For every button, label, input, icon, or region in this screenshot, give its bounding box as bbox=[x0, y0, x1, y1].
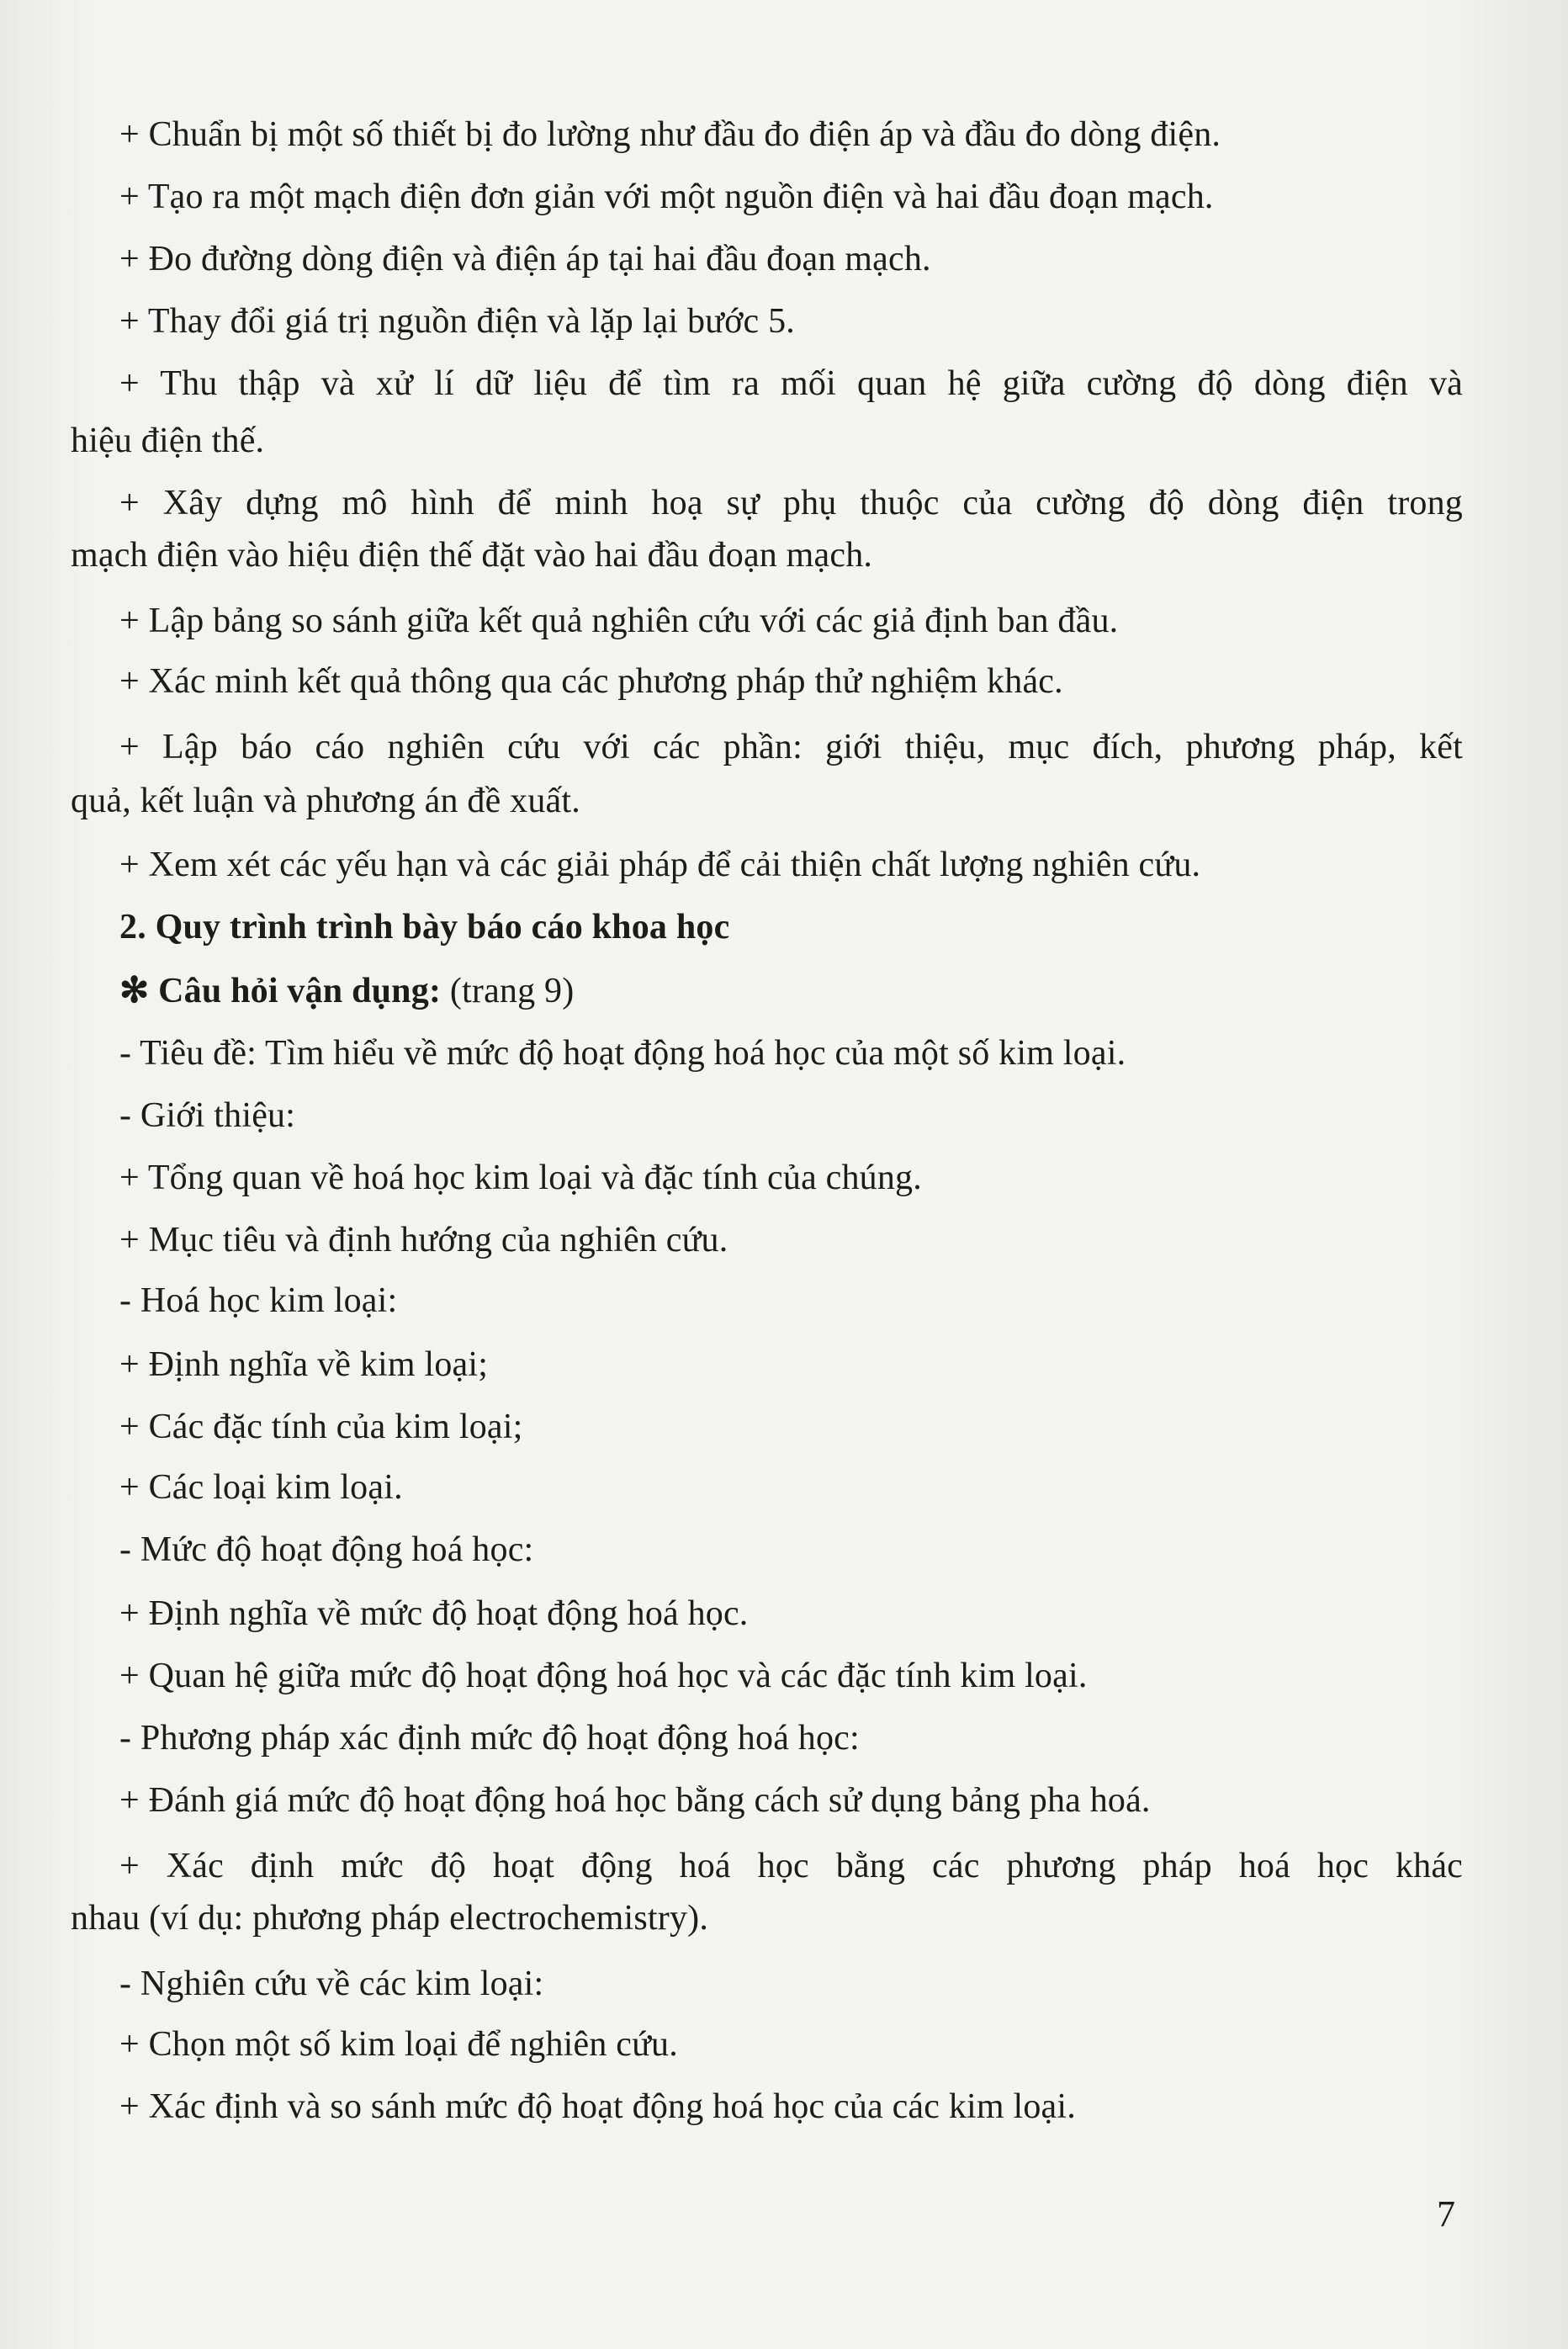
text-line: + Các đặc tính của kim loại; bbox=[119, 1408, 523, 1446]
text-line: + Quan hệ giữa mức độ hoạt động hoá học và các đặc tính kim loại. bbox=[119, 1657, 1088, 1695]
text-line: mạch điện vào hiệu điện thế đặt vào hai đầu đoạn mạch. bbox=[71, 536, 873, 575]
text-line: + Tổng quan về hoá học kim loại và đặc tính của chúng. bbox=[119, 1159, 922, 1197]
text-line: + Lập báo cáo nghiên cứu với các phần: giới thiệu, mục đích, phương pháp, kết bbox=[119, 728, 1463, 766]
text-line: + Xem xét các yếu hạn và các giải pháp để cải thiện chất lượng nghiên cứu. bbox=[119, 846, 1201, 884]
text-line: + Xây dựng mô hình để minh hoạ sự phụ thuộc của cường độ dòng điện trong bbox=[119, 484, 1463, 522]
text-line: - Tiêu đề: Tìm hiểu về mức độ hoạt động hoá học của một số kim loại. bbox=[119, 1034, 1126, 1073]
text-line: - Giới thiệu: bbox=[119, 1096, 296, 1135]
text-line: hiệu điện thế. bbox=[71, 422, 265, 460]
section-heading: 2. Quy trình trình bày báo cáo khoa học bbox=[119, 908, 730, 946]
text-line: + Định nghĩa về mức độ hoạt động hoá học. bbox=[119, 1594, 749, 1633]
text-line: + Định nghĩa về kim loại; bbox=[119, 1345, 489, 1384]
text-line: + Chuẩn bị một số thiết bị đo lường như đầu đo điện áp và đầu đo dòng điện. bbox=[119, 115, 1221, 154]
page-number: 7 bbox=[1437, 2193, 1455, 2235]
text-line: + Mục tiêu và định hướng của nghiên cứu. bbox=[119, 1221, 728, 1259]
text-line: - Phương pháp xác định mức độ hoạt động hoá học: bbox=[119, 1719, 860, 1758]
text-line: + Đo đường dòng điện và điện áp tại hai đầu đoạn mạch. bbox=[119, 240, 931, 278]
question-heading bbox=[119, 969, 574, 1013]
text-line: + Xác định và so sánh mức độ hoạt động hoá học của các kim loại. bbox=[119, 2087, 1076, 2126]
text-line: - Mức độ hoạt động hoá học: bbox=[119, 1530, 534, 1569]
text-line: - Nghiên cứu về các kim loại: bbox=[119, 1965, 544, 2003]
text-line: - Hoá học kim loại: bbox=[119, 1281, 398, 1320]
text-line: + Lập bảng so sánh giữa kết quả nghiên cứu với các giả định ban đầu. bbox=[119, 602, 1119, 640]
text-line: + Chọn một số kim loại để nghiên cứu. bbox=[119, 2025, 678, 2064]
text-line: quả, kết luận và phương án đề xuất. bbox=[71, 782, 580, 820]
text-line: + Xác minh kết quả thông qua các phương pháp thử nghiệm khác. bbox=[119, 662, 1063, 701]
text-line: + Các loại kim loại. bbox=[119, 1468, 403, 1507]
text-line: + Thay đổi giá trị nguồn điện và lặp lại bước 5. bbox=[119, 302, 795, 341]
question-label: ✻ Câu hỏi vận dụng: bbox=[119, 972, 442, 1010]
text-line: + Tạo ra một mạch điện đơn giản với một nguồn điện và hai đầu đoạn mạch. bbox=[119, 178, 1214, 216]
question-page-ref: (trang 9) bbox=[449, 972, 575, 1010]
text-line: nhau (ví dụ: phương pháp electrochemistry). bbox=[71, 1899, 709, 1938]
text-line: + Xác định mức độ hoạt động hoá học bằng các phương pháp hoá học khác bbox=[119, 1847, 1463, 1885]
text-line: + Thu thập và xử lí dữ liệu để tìm ra mối quan hệ giữa cường độ dòng điện và bbox=[119, 364, 1463, 403]
text-line: + Đánh giá mức độ hoạt động hoá học bằng cách sử dụng bảng pha hoá. bbox=[119, 1781, 1151, 1820]
